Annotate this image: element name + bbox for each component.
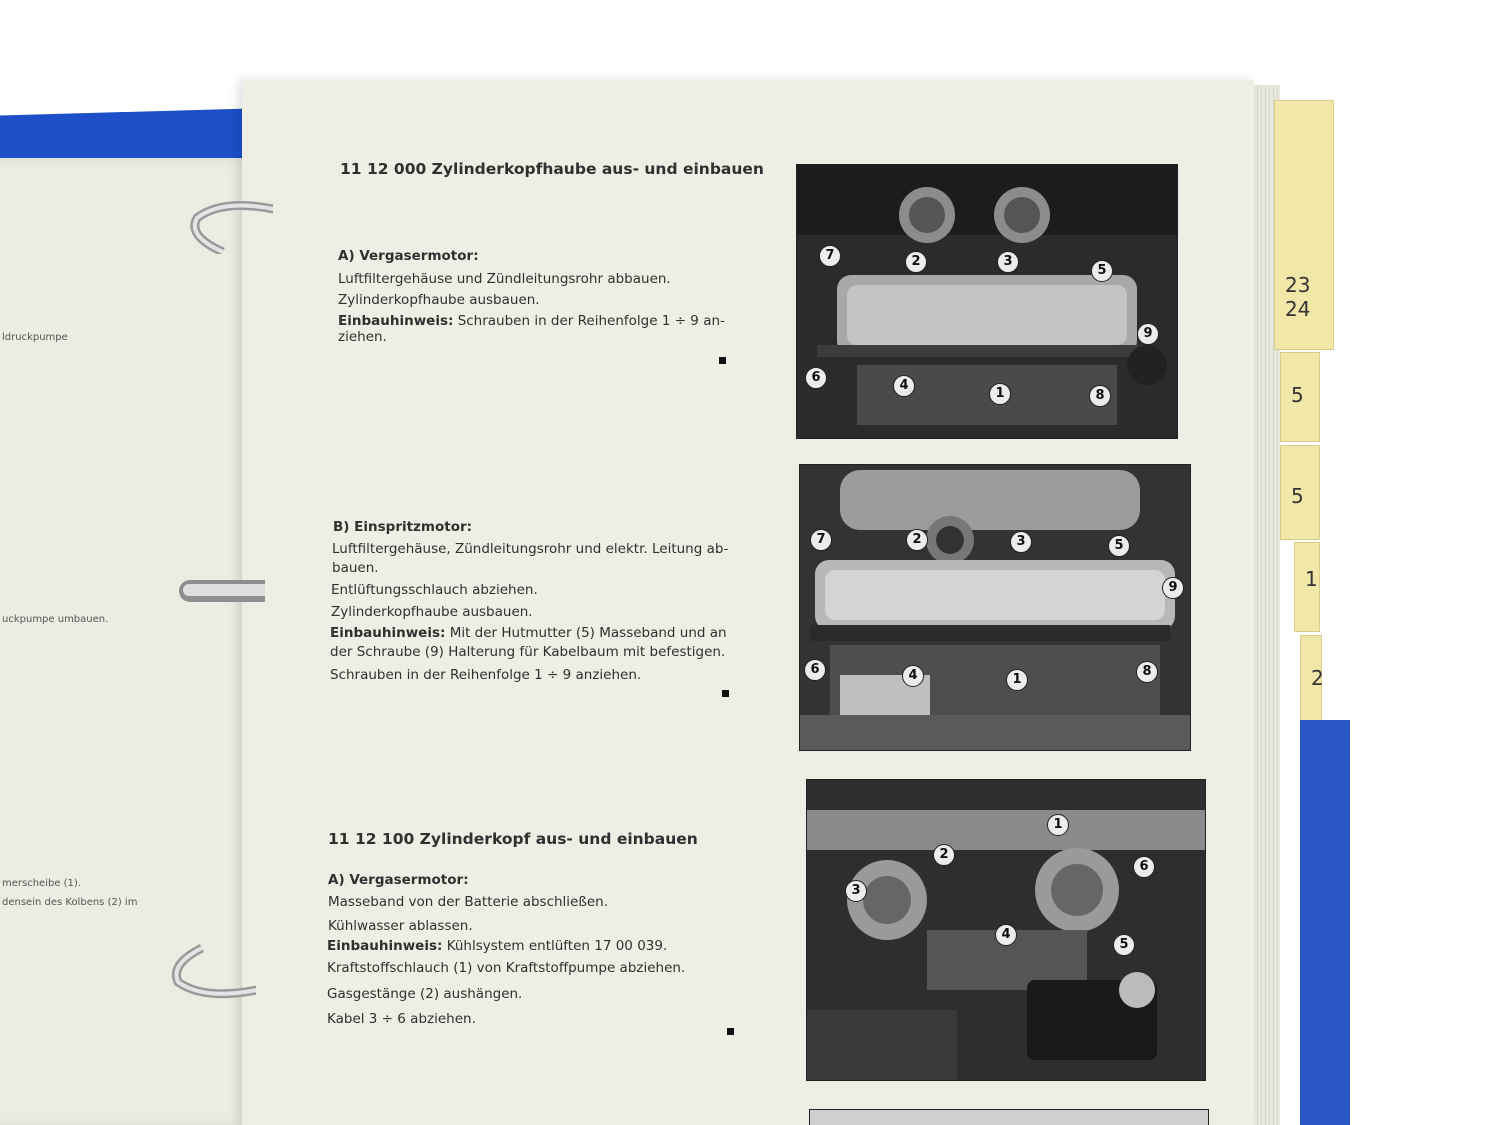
callout-marker: 7 xyxy=(810,529,832,551)
tab-label: 2 xyxy=(1311,666,1324,690)
instruction-line: Zylinderkopfhaube ausbauen. xyxy=(331,604,533,620)
install-hint xyxy=(330,624,727,642)
binder-cover-edge xyxy=(1300,720,1350,1125)
instruction-line: Schrauben in der Reihenfolge 1 ÷ 9 anziehen. xyxy=(330,667,642,683)
subsection-heading: B) Einspritzmotor: xyxy=(333,519,473,535)
index-tab[interactable] xyxy=(1294,542,1320,632)
tab-label: 5 xyxy=(1291,484,1304,508)
end-marker xyxy=(719,357,726,364)
callout-marker: 4 xyxy=(995,924,1017,946)
callout-marker: 2 xyxy=(905,251,927,273)
callout-marker: 4 xyxy=(902,665,924,687)
instruction-line: der Schraube (9) Halterung für Kabelbaum mit befestigen. xyxy=(330,644,726,660)
index-tab[interactable] xyxy=(1274,100,1334,350)
left-page-snippet: merscheibe (1). xyxy=(2,878,82,889)
callout-marker: 6 xyxy=(1133,856,1155,878)
install-hint xyxy=(338,312,725,330)
instruction-line: Kühlwasser ablassen. xyxy=(328,918,473,934)
install-hint-label: Einbauhinweis: xyxy=(330,625,446,641)
callout-marker: 1 xyxy=(1006,669,1028,691)
left-page-snippet: uckpumpe umbauen. xyxy=(2,614,109,625)
engine-photo-partial xyxy=(810,1110,1208,1125)
callout-marker: 5 xyxy=(1108,535,1130,557)
callout-marker: 1 xyxy=(1047,814,1069,836)
engine-photo-injection-cover xyxy=(800,465,1190,750)
instruction-line: bauen. xyxy=(332,560,379,576)
subsection-heading: A) Vergasermotor: xyxy=(338,248,479,264)
instruction-line: Gasgestänge (2) aushängen. xyxy=(327,986,523,1002)
instruction-line: Zylinderkopfhaube ausbauen. xyxy=(338,292,540,308)
callout-marker: 7 xyxy=(819,245,841,267)
engine-photo-cylinder-head xyxy=(807,780,1205,1080)
instruction-line: Luftfiltergehäuse und Zündleitungsrohr abbauen. xyxy=(338,271,671,287)
instruction-line: Kabel 3 ÷ 6 abziehen. xyxy=(327,1011,476,1027)
end-marker xyxy=(727,1028,734,1035)
callout-marker: 3 xyxy=(1010,531,1032,553)
callout-marker: 4 xyxy=(893,375,915,397)
callout-marker: 8 xyxy=(1136,661,1158,683)
tab-label: 1 xyxy=(1305,567,1318,591)
instruction-line: Entlüftungsschlauch abziehen. xyxy=(331,582,538,598)
install-hint xyxy=(327,937,667,955)
callout-marker: 5 xyxy=(1113,934,1135,956)
callout-marker: 9 xyxy=(1162,577,1184,599)
install-hint-text: Schrauben in der Reihenfolge 1 ÷ 9 an- xyxy=(457,313,725,329)
install-hint-text: Kühlsystem entlüften 17 00 039. xyxy=(446,938,668,954)
left-page-snippet: ldruckpumpe xyxy=(2,332,68,343)
callout-marker: 8 xyxy=(1089,385,1111,407)
install-hint-text: Mit der Hutmutter (5) Masseband und an xyxy=(449,625,727,641)
callout-marker: 5 xyxy=(1091,260,1113,282)
callout-marker: 3 xyxy=(997,251,1019,273)
callout-marker: 3 xyxy=(845,880,867,902)
left-page-snippet: densein des Kolbens (2) im xyxy=(2,897,138,908)
callout-marker: 2 xyxy=(933,844,955,866)
index-tab[interactable] xyxy=(1300,635,1322,725)
instruction-line: Luftfiltergehäuse, Zündleitungsrohr und elektr. Leitung ab- xyxy=(332,541,729,557)
engine-photo-carburetor-cover xyxy=(797,165,1177,438)
end-marker xyxy=(722,690,729,697)
tab-label: 24 xyxy=(1285,297,1311,321)
binder-ring xyxy=(175,570,265,628)
index-tab[interactable] xyxy=(1280,352,1320,442)
subsection-heading: A) Vergasermotor: xyxy=(328,872,469,888)
section-heading: 11 12 000 Zylinderkopfhaube aus- und einbauen xyxy=(340,160,764,178)
instruction-line: Masseband von der Batterie abschließen. xyxy=(328,894,609,910)
binder-ring xyxy=(166,944,256,1002)
callout-marker: 1 xyxy=(989,383,1011,405)
instruction-line: ziehen. xyxy=(338,329,387,345)
index-tab[interactable] xyxy=(1280,445,1320,540)
callout-marker: 9 xyxy=(1137,323,1159,345)
install-hint-label: Einbauhinweis: xyxy=(338,313,454,329)
callout-marker: 2 xyxy=(906,529,928,551)
binder-ring xyxy=(183,196,273,254)
section-heading: 11 12 100 Zylinderkopf aus- und einbauen xyxy=(328,830,698,848)
tab-label: 23 xyxy=(1285,273,1311,297)
instruction-line: Kraftstoffschlauch (1) von Kraftstoffpumpe abziehen. xyxy=(327,960,686,976)
tab-label: 5 xyxy=(1291,383,1304,407)
callout-marker: 6 xyxy=(805,367,827,389)
callout-marker: 6 xyxy=(804,659,826,681)
install-hint-label: Einbauhinweis: xyxy=(327,938,443,954)
